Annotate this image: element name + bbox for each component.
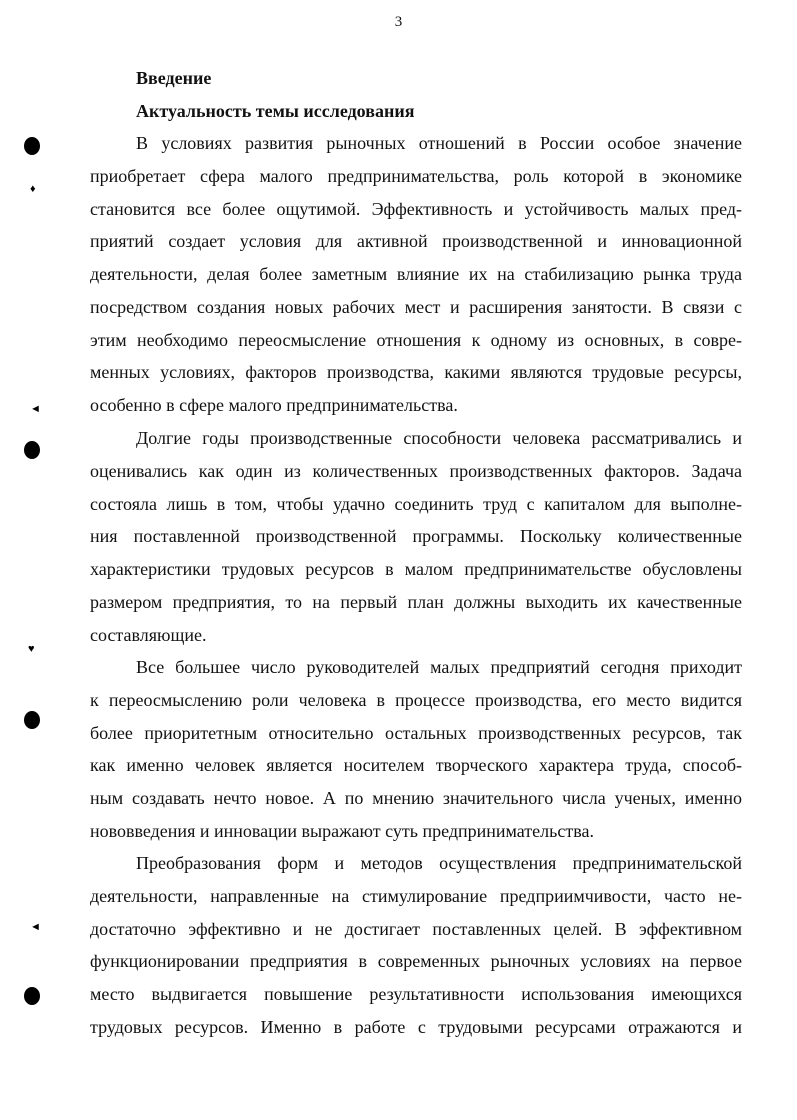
text-line: как именно человек является носителем творческого характера труда, способ- [90, 755, 742, 776]
punch-hole [24, 987, 40, 1005]
punch-hole [24, 137, 40, 155]
punch-hole [24, 441, 40, 459]
text-line: составляющие. [90, 624, 207, 645]
text-line: трудовых ресурсов. Именно в работе с трудовыми ресурсами отражаются и [90, 1016, 742, 1037]
text-line: к переосмыслению роли человека в процессе производства, его место видится [90, 689, 742, 710]
text-line: деятельности, делая более заметным влияние их на стабилизацию рынка труда [90, 264, 742, 284]
text-line: деятельности, направленные на стимулирование предприимчивости, часто не- [90, 885, 742, 906]
text-line: Долгие годы производственные способности человека рассматривались и [136, 428, 742, 448]
text-line: становится все более ощутимой. Эффективность и устойчивость малых пред- [90, 198, 742, 219]
text-line: более приоритетным относительно остальных производственных ресурсов, так [90, 722, 742, 743]
text-line: В условиях развития рыночных отношений в России особое значение [136, 133, 742, 153]
text-line: посредством создания новых рабочих мест и расширения занятости. В связи с [90, 296, 742, 317]
punch-hole [24, 711, 40, 729]
text-line: место выдвигается повышение результативности использования имеющихся [90, 984, 742, 1004]
subsection-heading: Актуальность темы исследования [136, 101, 415, 121]
text-line: функционировании предприятия в современных рыночных условиях на первое [90, 951, 742, 972]
text-line: приятий создает условия для активной производственной и инновационной [90, 231, 742, 252]
section-heading: Введение [136, 68, 212, 88]
text-line: ния поставленной производственной программы. Поскольку количественные [90, 526, 742, 547]
scan-speck: ◄ [30, 921, 41, 933]
page-number: 3 [394, 14, 403, 30]
text-line: оценивались как один из количественных производственных факторов. Задача [90, 460, 742, 481]
text-line: достаточно эффективно и не достигает поставленных целей. В эффективном [90, 918, 742, 939]
text-line: Преобразования форм и методов осуществления предпринимательской [136, 853, 742, 873]
paragraph-2 [90, 422, 742, 651]
paragraph-4 [90, 847, 742, 1044]
text-line: особенно в сфере малого предпринимательства. [90, 395, 458, 415]
text-line: менных условиях, факторов производства, какими являются трудовые ресурсы, [90, 362, 742, 383]
scan-speck: ♦ [30, 183, 36, 195]
text-line: ным создавать нечто новое. А по мнению значительного числа ученых, именно [90, 788, 742, 808]
text-line: Все большее число руководителей малых предприятий сегодня приходит [136, 657, 742, 677]
text-line: характеристики трудовых ресурсов в малом предпринимательстве обусловлены [90, 559, 742, 579]
text-line: состояла лишь в том, чтобы удачно соединить труд с капиталом для выполне- [90, 493, 742, 514]
scan-speck: ♥ [28, 643, 35, 655]
paragraph-1 [90, 127, 742, 422]
text-line: этим необходимо переосмысление отношения к одному из основных, в совре- [90, 329, 742, 350]
scan-speck: ◄ [30, 403, 41, 415]
text-line: нововведения и инновации выражают суть предпринимательства. [90, 820, 594, 841]
paragraph-3 [90, 651, 742, 848]
text-line: размером предприятия, то на первый план должны выходить их качественные [90, 591, 742, 612]
text-line: приобретает сфера малого предпринимательства, роль которой в экономике [90, 165, 742, 186]
